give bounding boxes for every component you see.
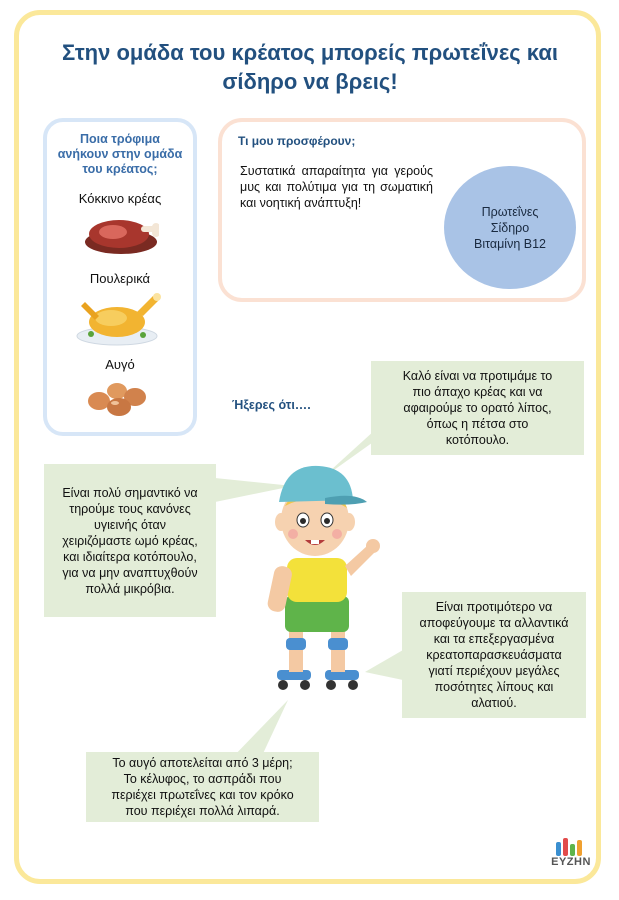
foods-question-line: Ποια τρόφιμα	[80, 132, 160, 146]
red-meat-icon	[81, 210, 159, 258]
roast-chicken-icon	[75, 290, 165, 348]
euzin-logo-figures-icon	[548, 836, 594, 858]
foods-question-line: ανήκουν στην ομάδα	[57, 147, 183, 161]
nutrient-iron: Σίδηρο	[490, 220, 530, 235]
bubble-line: αφαιρούμε το ορατό λίπος,	[403, 401, 552, 415]
nutrient-b12: Βιταμίνη Β12	[474, 236, 546, 251]
bubble-line: Το κέλυφος, το ασπράδι που	[123, 772, 282, 786]
title-line-2: σίδηρο να βρεις!	[222, 69, 398, 94]
benefits-text: Συστατικά απαραίτητα για γερούς μυς και πολύτιμα για τη σωματική και νοητική ανάπτυξη!	[240, 164, 433, 210]
bubble-line: Είναι προτιμότερο να	[435, 600, 553, 614]
foods-question-line: του κρέατος;	[82, 162, 158, 176]
foods-question	[47, 132, 193, 177]
bubble-line: Το αυγό αποτελείται από 3 μέρη;	[112, 756, 293, 770]
bubble-line: χειριζόμαστε ωμό κρέας,	[62, 533, 198, 548]
bubble-line: αποφεύγουμε τα αλλαντικά	[419, 616, 569, 630]
benefits-title: Τι μου προσφέρουν;	[238, 134, 356, 148]
bubble-tail-egg	[230, 700, 290, 760]
page-title	[40, 38, 580, 96]
euzin-logo	[548, 836, 594, 878]
bubble-line: κοτόπουλο.	[445, 433, 510, 447]
did-you-know-heading: Ήξερες ότι….	[232, 398, 311, 412]
food-label-red-meat: Κόκκινο κρέας	[78, 191, 162, 206]
bubble-line: Είναι πολύ σημαντικό να	[62, 485, 198, 500]
bubble-lean-meat	[371, 361, 584, 455]
bubble-egg-parts	[86, 752, 319, 822]
bubble-line: που περιέχει πολλά λιπαρά.	[125, 804, 280, 818]
bubble-line: και τα επεξεργασμένα	[433, 632, 555, 646]
food-label-poultry: Πουλερικά	[89, 271, 151, 286]
bubble-line: όπως η πέτσα στο	[426, 417, 529, 431]
bubble-line: ποσότητες λίπους και	[434, 680, 554, 694]
title-line-1: Στην ομάδα του κρέατος μπορείς πρωτεΐνες και	[62, 40, 558, 65]
bubble-line: και ιδιαίτερα κοτόπουλο,	[63, 549, 197, 564]
cartoon-boy-illustration	[255, 458, 385, 698]
bubble-line: Καλό είναι να προτιμάμε το	[402, 369, 553, 383]
bubble-line: κρεατοπαρασκευάσματα	[426, 648, 562, 662]
bubble-line: για να μην αναπτυχθούν	[62, 565, 198, 580]
bubble-line: πιο άπαχο κρέας και να	[412, 385, 543, 399]
bubble-line: υγιεινής όταν	[94, 517, 166, 532]
bubble-processed-meats	[402, 592, 586, 718]
bubble-line: πολλά μικρόβια.	[85, 581, 175, 596]
bubble-line: γιατί περιέχουν μεγάλες	[428, 664, 560, 678]
bubble-line: αλατιού.	[471, 696, 517, 710]
euzin-logo-text: ΕΥΖΗΝ	[551, 856, 591, 868]
eggs-icon	[85, 377, 155, 417]
meat-group-foods-panel	[43, 118, 197, 436]
nutrients-circle	[444, 166, 576, 289]
bubble-hygiene	[44, 464, 216, 617]
nutrient-protein: Πρωτεΐνες	[481, 204, 539, 219]
bubble-line: τηρούμε τους κανόνες	[69, 501, 191, 516]
bubble-line: περιέχει πρωτεΐνες και τον κρόκο	[111, 788, 294, 802]
food-label-egg: Αυγό	[105, 357, 135, 372]
